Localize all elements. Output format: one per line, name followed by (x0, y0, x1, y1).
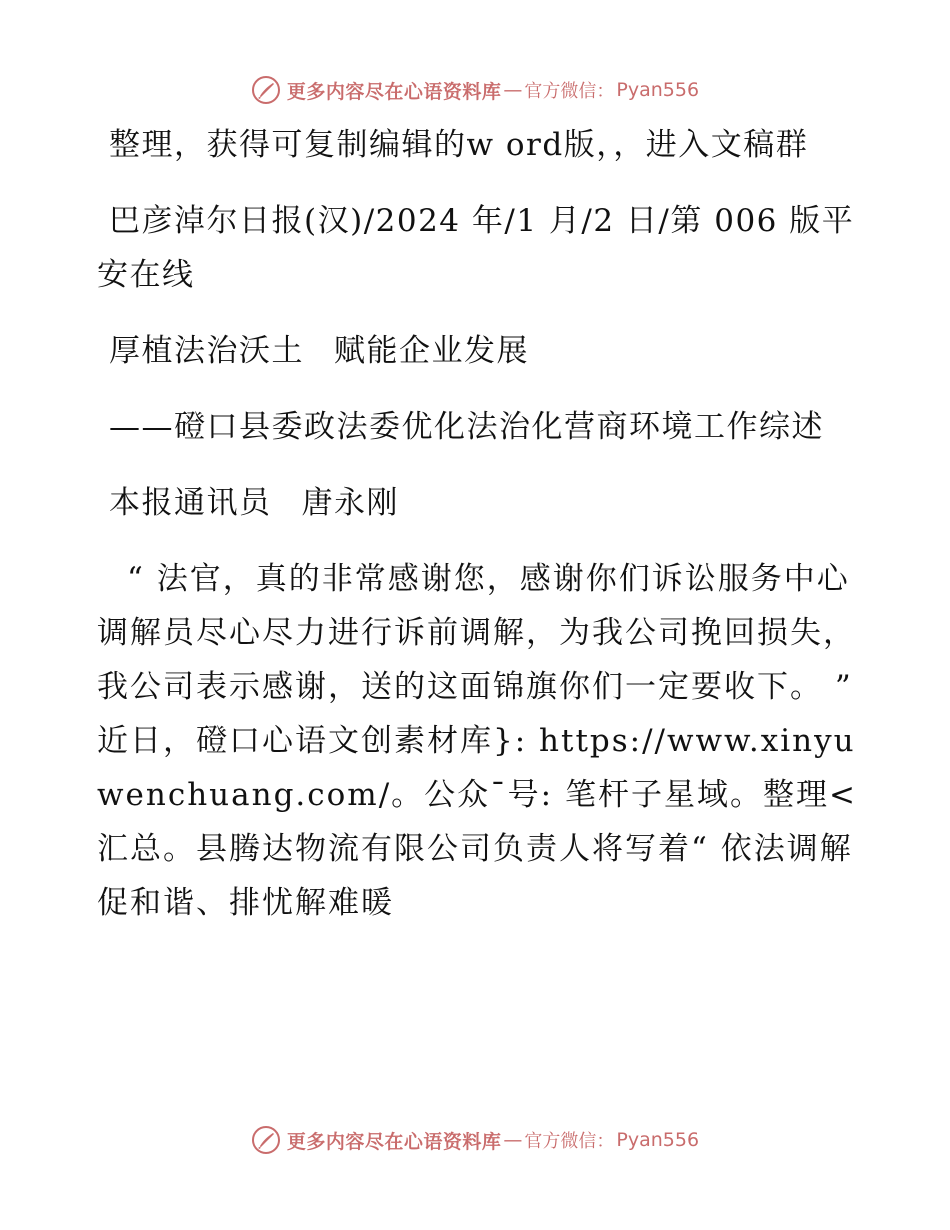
article-title-part2: 赋能企业发展 (334, 333, 529, 369)
author-label: 本报通讯员 (109, 485, 272, 521)
header-official-label: 官方微信： (524, 81, 615, 102)
header-account-id: Pyan556 (616, 79, 700, 101)
header-banner (0, 70, 950, 110)
footer-banner (0, 1120, 950, 1160)
intro-paragraph: 整理，获得可复制编辑的w ord版，，进入文稿群 (109, 127, 809, 163)
footer-account-id: Pyan556 (616, 1129, 700, 1151)
article-subtitle: ——磴口县委政法委优化法治化营商环境工作综述 (109, 409, 824, 445)
source-line: 巴彦淖尔日报(汉)/2024 年/1 月/2 日/第 006 版平安在线 (97, 203, 855, 293)
header-separator: — (503, 79, 523, 101)
footer-separator: — (503, 1129, 523, 1151)
author-line (97, 476, 857, 530)
brush-logo-icon (251, 75, 281, 105)
author-name: 唐永刚 (301, 485, 399, 521)
article-title-part1: 厚植法治沃土 (109, 333, 304, 369)
brush-logo-icon (251, 1125, 281, 1155)
article-title (97, 324, 857, 378)
header-promo-text: 更多内容尽在心语资料库 (286, 80, 502, 103)
body-paragraph: “ 法官，真的非常感谢您，感谢你们诉讼服务中心调解员尽心尽力进行诉前调解，为我公司挽回损失，我公司表示感谢，送的这面锦旗你们一定要收下。 ” 近日，磴口心语文创素材库}: https://www.xinyuwenchuang.com/。公众¯号: 笔杆子星域。整理<汇总。县腾达物流有限公司负责人将写着“ 依法调解促和谐、排忧解难暖 (97, 561, 857, 921)
footer-promo-text: 更多内容尽在心语资料库 (286, 1130, 502, 1153)
footer-official-label: 官方微信： (524, 1131, 615, 1152)
document-body (97, 118, 857, 930)
